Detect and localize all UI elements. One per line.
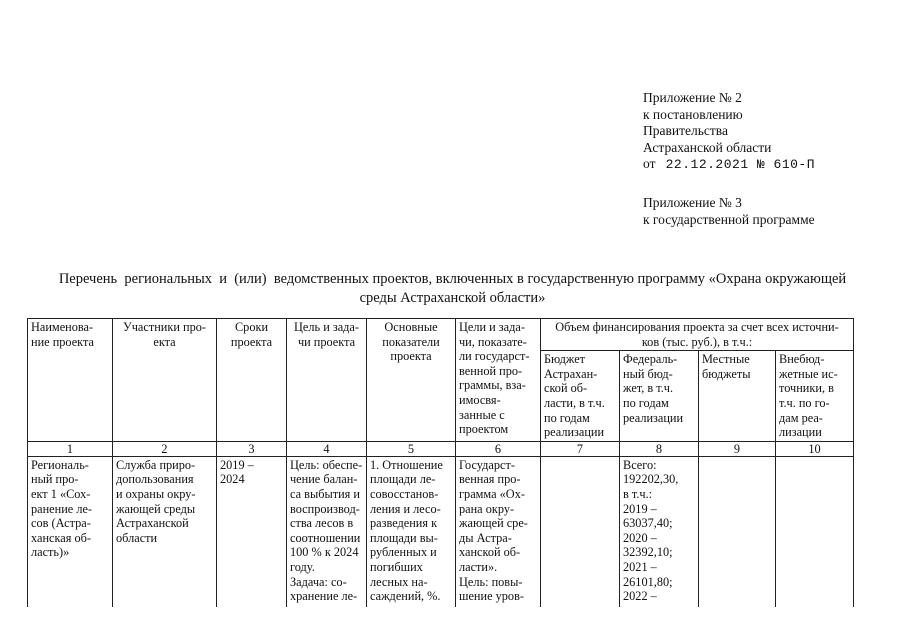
column-number: 6 (456, 441, 541, 456)
appendix-2-line-3: Правительства (643, 123, 728, 138)
column-number: 9 (699, 441, 776, 456)
cell-local-budgets (699, 456, 776, 607)
cell-program-goals: Государст- венная про- грамма «Ох- рана окру- жающей сре- ды Астра- ханской об- ласти». Цель: повы- шение уров- (456, 456, 541, 607)
header-goal: Цель и зада- чи проекта (287, 319, 367, 442)
header-local-budgets: Местные бюджеты (699, 351, 776, 442)
cell-terms: 2019 – 2024 (217, 456, 287, 607)
column-number: 8 (620, 441, 699, 456)
appendix-3-block (643, 195, 815, 228)
appendix-3-line-1: Приложение № 3 (643, 195, 742, 210)
document-title (30, 270, 875, 308)
cell-goal: Цель: обеспе- чение балан- са выбытия и воспроизвод- ства лесов в соотношении 100 % к 2024 году. Задача: со- хранение ле- (287, 456, 367, 607)
column-number: 4 (287, 441, 367, 456)
title-line-1: Перечень региональных и (или) ведомственных проектов, включенных в государственную программу «Охрана окружающей (58, 271, 847, 287)
column-number: 1 (28, 441, 113, 456)
header-funding-group: Объем финансирования проекта за счет всех источни- ков (тыс. руб.), в т.ч.: (541, 319, 854, 351)
projects-table (27, 318, 854, 607)
cell-participants: Служба приро- допользования и охраны окру- жающей среды Астраханской области (113, 456, 217, 607)
cell-regional-budget (541, 456, 620, 607)
cell-federal-budget: Всего: 192202,30, в т.ч.: 2019 – 63037,40; 2020 – 32392,10; 2021 – 26101,80; 2022 – (620, 456, 699, 607)
appendix-2-line-1: Приложение № 2 (643, 90, 742, 105)
header-participants: Участники про- екта (113, 319, 217, 442)
header-row-1 (28, 319, 854, 351)
column-number: 10 (776, 441, 854, 456)
title-line-2: среды Астраханской области» (359, 290, 546, 306)
cell-extra-budget (776, 456, 854, 607)
appendix-2-date-line (643, 156, 815, 174)
appendix-2-line-2: к постановлению (643, 106, 743, 122)
appendix-2-block (643, 90, 815, 174)
table-row (28, 456, 854, 607)
column-number: 3 (217, 441, 287, 456)
column-number-row (28, 441, 854, 456)
header-federal-budget: Федераль- ный бюд- жет, в т.ч. по годам реализации (620, 351, 699, 442)
appendix-2-line-4: Астраханской области (643, 139, 772, 155)
header-name: Наименова- ние проекта (28, 319, 113, 442)
column-number: 5 (367, 441, 456, 456)
date-value: 22.12.2021 № 610-П (665, 157, 816, 172)
header-extra-budget: Внебюд- жетные ис- точники, в т.ч. по го- дам реа- лизации (776, 351, 854, 442)
column-number: 2 (113, 441, 217, 456)
header-indicators: Основные показатели проекта (367, 319, 456, 442)
appendix-3-line-2: к государственной программе (643, 211, 815, 227)
header-program-goals: Цели и зада- чи, показате- ли государст- венной про- граммы, вза- имосвя- занные с проектом (456, 319, 541, 442)
cell-project-name: Региональ- ный про- ект 1 «Сох- ранение ле- сов (Астра- ханская об- ласть)» (28, 456, 113, 607)
column-number: 7 (541, 441, 620, 456)
cell-indicators: 1. Отношение площади ле- совосстанов- ления и лесо- разведения к площади вы- рубленных и погибших лесных на- саждений, %. (367, 456, 456, 607)
header-regional-budget: Бюджет Астрахан- ской об- ласти, в т.ч. по годам реализации (541, 351, 620, 442)
header-terms: Сроки проекта (217, 319, 287, 442)
date-prefix: от (643, 156, 656, 171)
